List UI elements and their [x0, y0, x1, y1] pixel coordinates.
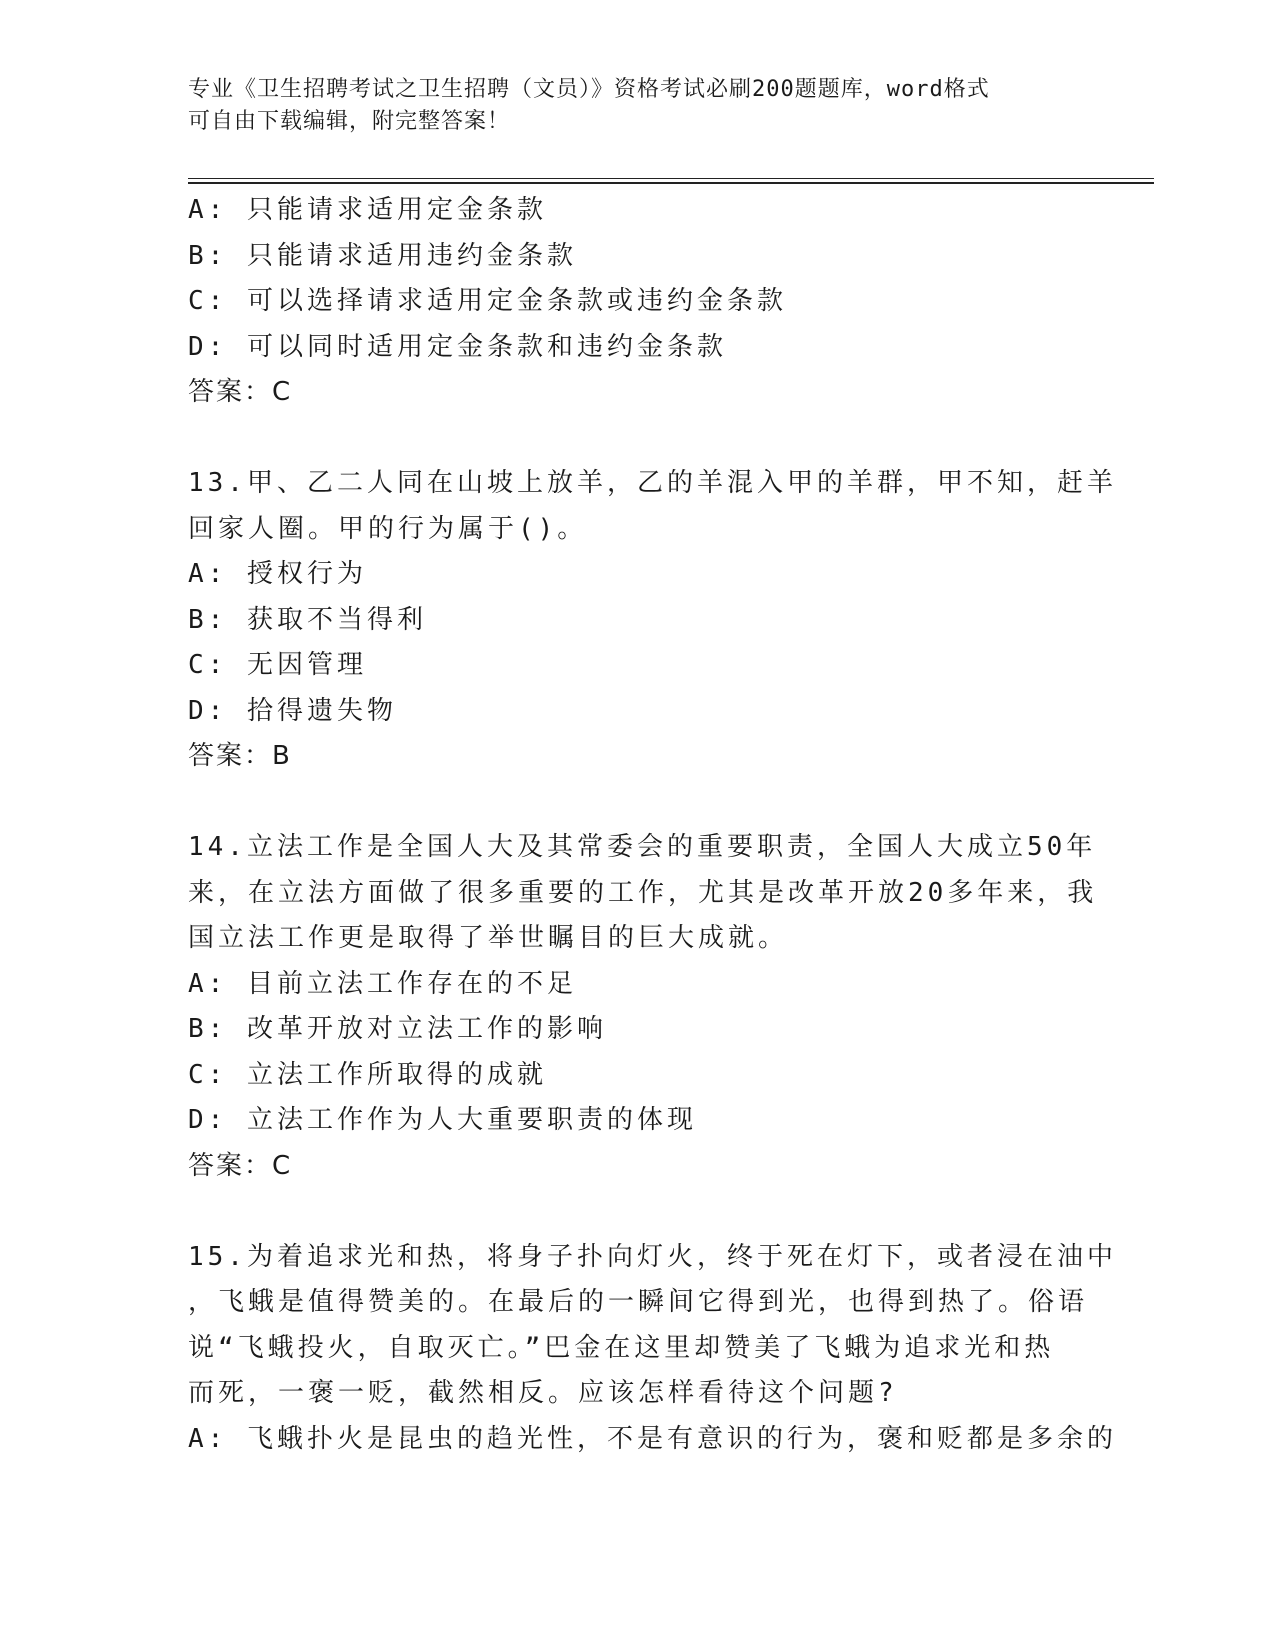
question-13 — [188, 461, 1117, 780]
option-c: C: 可以选择请求适用定金条款或违约金条款 — [188, 286, 787, 316]
question-12 — [188, 188, 1078, 416]
option-c: C: 无因管理 — [188, 650, 367, 680]
question-stem-line: 而死，一褒一贬，截然相反。应该怎样看待这个问题? — [188, 1378, 898, 1408]
question-stem-line: 说“飞蛾投火，自取灭亡。”巴金在这里却赞美了飞蛾为追求光和热 — [188, 1332, 1055, 1363]
header-divider-thick — [188, 182, 1154, 184]
option-b: B: 改革开放对立法工作的影响 — [188, 1014, 607, 1044]
option-d: D: 可以同时适用定金条款和违约金条款 — [188, 331, 727, 362]
option-a: A: 飞蛾扑火是昆虫的趋光性，不是有意识的行为，褒和贬都是多余的 — [188, 1423, 1117, 1454]
document-header — [188, 74, 1068, 138]
option-b: B: 获取不当得利 — [188, 604, 427, 635]
question-stem-line: 回家人圈。甲的行为属于()。 — [188, 513, 588, 544]
question-stem-line: 国立法工作更是取得了举世瞩目的巨大成就。 — [188, 923, 789, 953]
option-a: A: 目前立法工作存在的不足 — [188, 968, 577, 999]
question-stem-line: 来，在立法方面做了很多重要的工作，尤其是改革开放20多年来，我 — [188, 877, 1098, 908]
document-body — [188, 188, 1117, 1462]
spacer — [188, 1189, 1078, 1235]
question-14 — [188, 825, 1098, 1189]
spacer — [188, 416, 1078, 462]
spacer — [188, 780, 1078, 826]
question-stem-line: ，飞蛾是值得赞美的。在最后的一瞬间它得到光，也得到热了。俗语 — [188, 1287, 1089, 1317]
option-a: A: 授权行为 — [188, 559, 367, 589]
answer-line: 答案：C — [188, 1150, 293, 1181]
header-divider-thin — [188, 178, 1154, 179]
question-stem-line: 13.甲、乙二人同在山坡上放羊，乙的羊混入甲的羊群，甲不知，赶羊 — [188, 468, 1117, 498]
question-15 — [188, 1235, 1117, 1463]
option-a: A: 只能请求适用定金条款 — [188, 195, 547, 225]
question-stem-line: 15.为着追求光和热，将身子扑向灯火，终于死在灯下，或者浸在油中 — [188, 1241, 1117, 1272]
option-b: B: 只能请求适用违约金条款 — [188, 240, 577, 271]
answer-line: 答案：B — [188, 741, 292, 771]
option-d: D: 拾得遗失物 — [188, 695, 397, 726]
option-c: C: 立法工作所取得的成就 — [188, 1059, 547, 1090]
option-d: D: 立法工作作为人大重要职责的体现 — [188, 1105, 697, 1135]
answer-line: 答案：C — [188, 377, 293, 407]
header-line-1: 专业《卫生招聘考试之卫生招聘（文员）》资格考试必刷200题题库，word格式 — [188, 77, 990, 102]
question-stem-line: 14.立法工作是全国人大及其常委会的重要职责，全国人大成立50年 — [188, 832, 1097, 862]
header-line-2: 可自由下载编辑，附完整答案！ — [188, 109, 511, 134]
